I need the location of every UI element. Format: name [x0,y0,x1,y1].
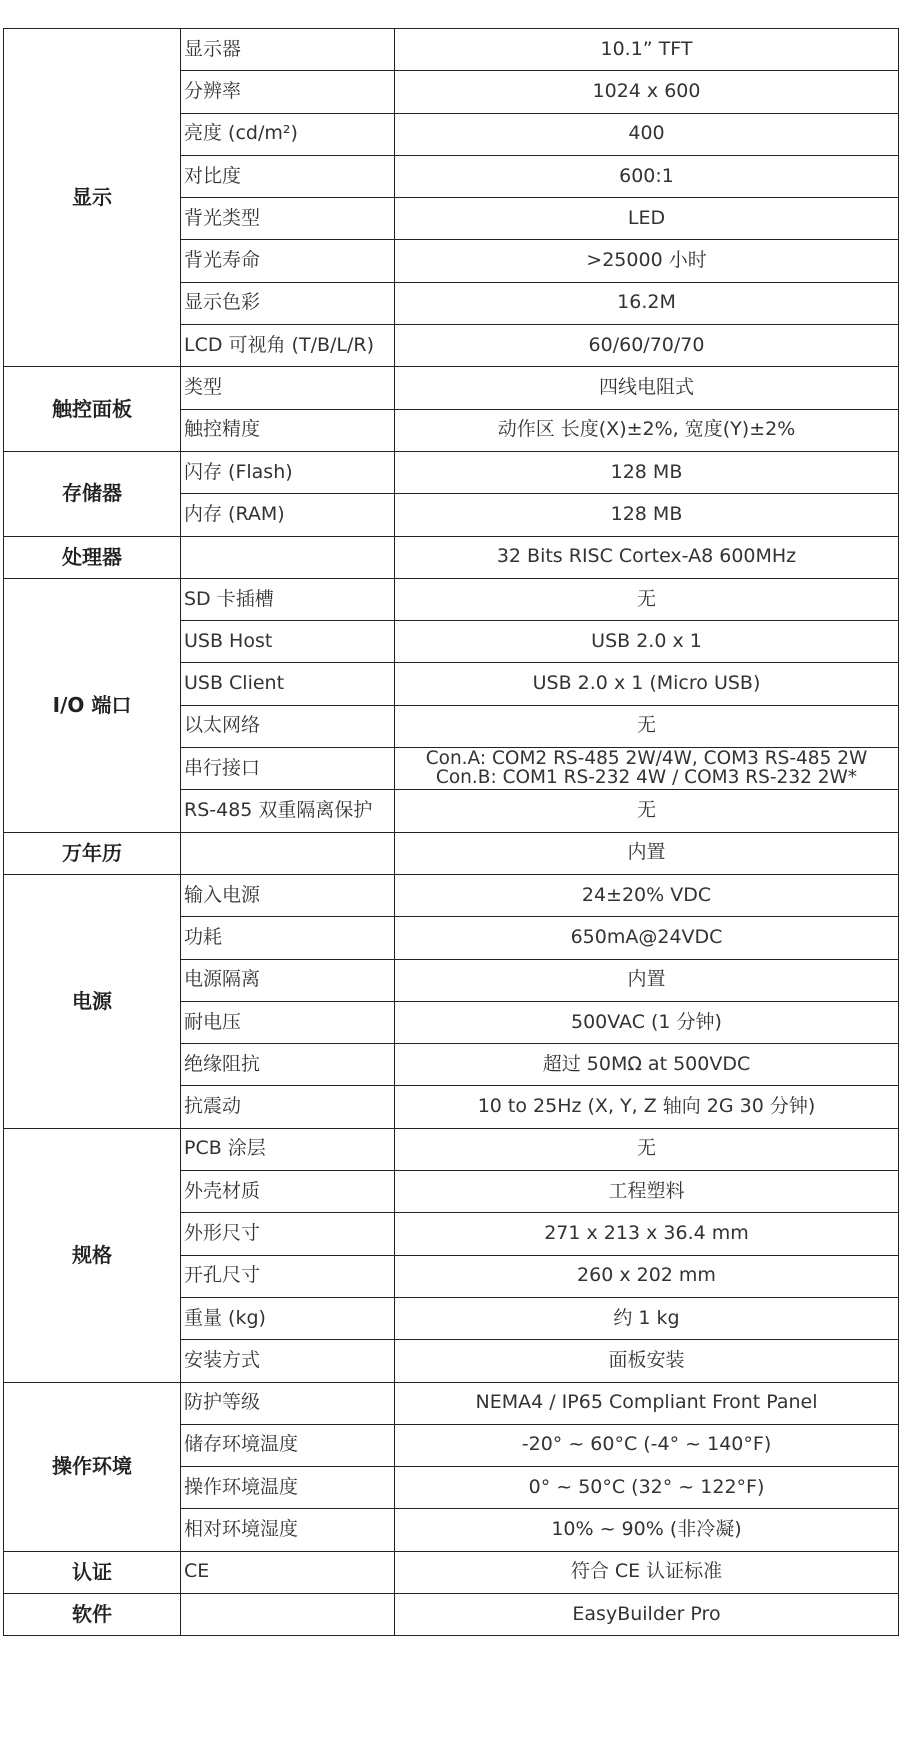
spec-row [4,1551,899,1593]
value-cell: 无 [395,790,899,832]
parameter-cell: 储存环境温度 [181,1424,395,1466]
parameter-cell: 显示器 [181,29,395,71]
category-cell: 操作环境 [4,1382,181,1551]
parameter-cell: 外壳材质 [181,1171,395,1213]
parameter-cell: 操作环境温度 [181,1467,395,1509]
spec-row [4,367,899,409]
spec-row [4,578,899,620]
value-cell: 动作区 长度(X)±2%, 宽度(Y)±2% [395,409,899,451]
parameter-cell: USB Host [181,621,395,663]
category-cell: 软件 [4,1593,181,1635]
parameter-cell: 分辨率 [181,71,395,113]
category-cell: 规格 [4,1128,181,1382]
parameter-cell: 耐电压 [181,1001,395,1043]
value-cell: EasyBuilder Pro [395,1593,899,1635]
value-cell: 四线电阻式 [395,367,899,409]
parameter-cell: 防护等级 [181,1382,395,1424]
parameter-cell: 显示色彩 [181,282,395,324]
value-cell: 128 MB [395,494,899,536]
category-cell: I/O 端口 [4,578,181,832]
value-cell [395,748,899,790]
value-cell: 10.1” TFT [395,29,899,71]
value-line: Con.B: COM1 RS-232 4W / COM3 RS-232 2W* [435,766,858,788]
category-cell: 万年历 [4,832,181,874]
value-cell: 符合 CE 认证标准 [395,1551,899,1593]
value-cell: 1024 x 600 [395,71,899,113]
parameter-cell: LCD 可视角 (T/B/L/R) [181,325,395,367]
parameter-cell: 闪存 (Flash) [181,451,395,493]
value-cell: 面板安装 [395,1340,899,1382]
parameter-cell: 抗震动 [181,1086,395,1128]
category-cell: 显示 [4,29,181,367]
value-cell: 无 [395,705,899,747]
spec-row [4,1128,899,1170]
parameter-cell [181,832,395,874]
parameter-cell [181,1593,395,1635]
value-cell: 超过 50MΩ at 500VDC [395,1044,899,1086]
parameter-cell: 背光类型 [181,198,395,240]
parameter-cell: 类型 [181,367,395,409]
value-cell: 650mA@24VDC [395,917,899,959]
parameter-cell [181,536,395,578]
value-cell: 工程塑料 [395,1171,899,1213]
parameter-cell: 触控精度 [181,409,395,451]
parameter-cell: RS-485 双重隔离保护 [181,790,395,832]
category-cell: 处理器 [4,536,181,578]
parameter-cell: USB Client [181,663,395,705]
spec-row [4,536,899,578]
parameter-cell: 电源隔离 [181,959,395,1001]
value-cell: LED [395,198,899,240]
value-line: Con.A: COM2 RS-485 2W/4W, COM3 RS-485 2W [425,748,868,770]
parameter-cell: 亮度 (cd/m²) [181,113,395,155]
value-cell: 10% ~ 90% (非冷凝) [395,1509,899,1551]
value-cell: 16.2M [395,282,899,324]
value-cell: 约 1 kg [395,1297,899,1339]
value-cell: 内置 [395,959,899,1001]
spec-row [4,451,899,493]
value-cell: 271 x 213 x 36.4 mm [395,1213,899,1255]
value-cell: 600:1 [395,155,899,197]
parameter-cell: 安装方式 [181,1340,395,1382]
parameter-cell: 绝缘阻抗 [181,1044,395,1086]
value-cell: 24±20% VDC [395,874,899,916]
spec-table-body [4,29,899,1636]
parameter-cell: 功耗 [181,917,395,959]
category-cell: 电源 [4,874,181,1128]
value-cell: 128 MB [395,451,899,493]
parameter-cell: 串行接口 [181,748,395,790]
parameter-cell: CE [181,1551,395,1593]
value-cell: 32 Bits RISC Cortex-A8 600MHz [395,536,899,578]
value-cell: USB 2.0 x 1 [395,621,899,663]
parameter-cell: 开孔尺寸 [181,1255,395,1297]
spec-row [4,874,899,916]
value-cell: -20° ~ 60°C (-4° ~ 140°F) [395,1424,899,1466]
spec-row [4,832,899,874]
value-cell: 500VAC (1 分钟) [395,1001,899,1043]
parameter-cell: 相对环境湿度 [181,1509,395,1551]
parameter-cell: 重量 (kg) [181,1297,395,1339]
value-cell: USB 2.0 x 1 (Micro USB) [395,663,899,705]
spec-table [3,28,899,1636]
value-cell: NEMA4 / IP65 Compliant Front Panel [395,1382,899,1424]
parameter-cell: SD 卡插槽 [181,578,395,620]
value-cell: 260 x 202 mm [395,1255,899,1297]
value-cell: 无 [395,578,899,620]
category-cell: 存储器 [4,451,181,536]
value-cell: 0° ~ 50°C (32° ~ 122°F) [395,1467,899,1509]
parameter-cell: 对比度 [181,155,395,197]
value-cell: 60/60/70/70 [395,325,899,367]
spec-row [4,1593,899,1635]
parameter-cell: 外形尺寸 [181,1213,395,1255]
category-cell: 认证 [4,1551,181,1593]
category-cell: 触控面板 [4,367,181,452]
parameter-cell: 以太网络 [181,705,395,747]
value-cell: 无 [395,1128,899,1170]
value-cell: 10 to 25Hz (X, Y, Z 轴向 2G 30 分钟) [395,1086,899,1128]
spec-row [4,1382,899,1424]
value-cell: >25000 小时 [395,240,899,282]
value-cell: 400 [395,113,899,155]
spec-row [4,29,899,71]
parameter-cell: 内存 (RAM) [181,494,395,536]
value-cell: 内置 [395,832,899,874]
parameter-cell: PCB 涂层 [181,1128,395,1170]
parameter-cell: 输入电源 [181,874,395,916]
parameter-cell: 背光寿命 [181,240,395,282]
